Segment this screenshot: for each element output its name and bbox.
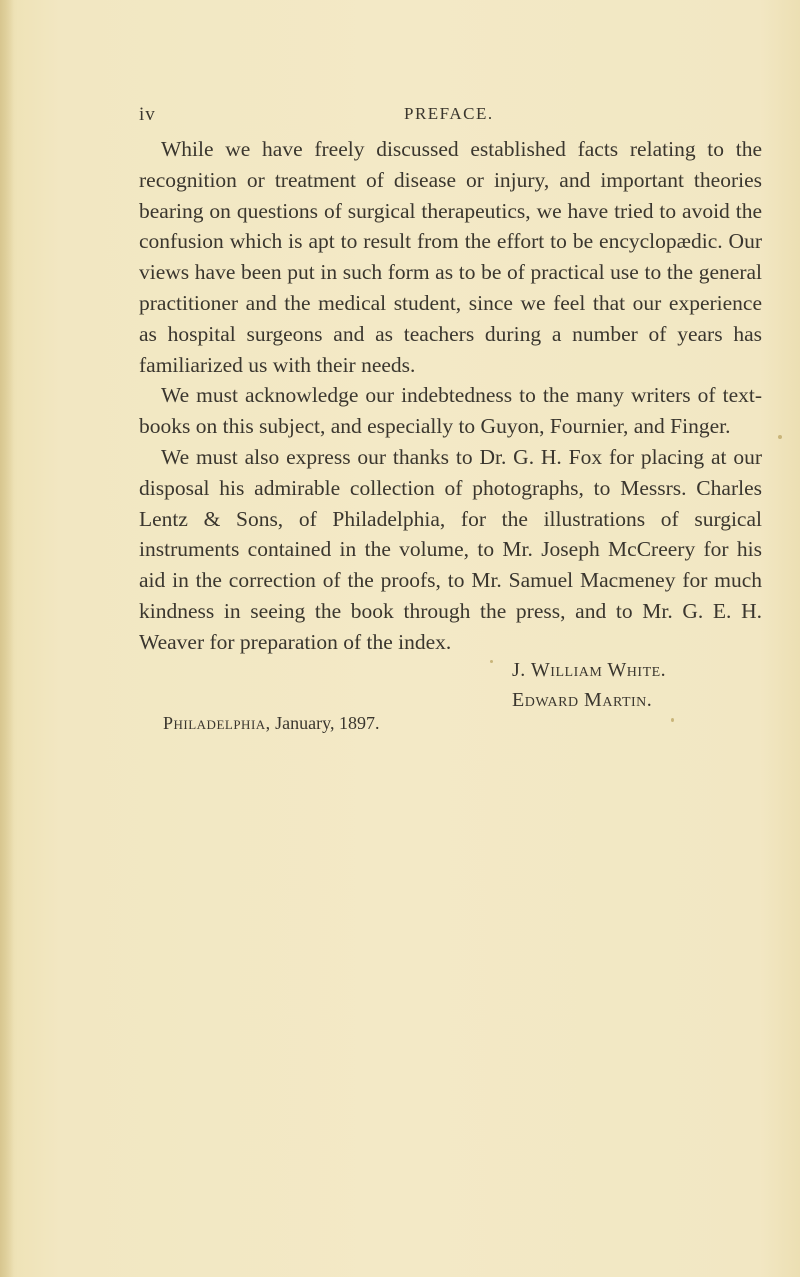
signature-2: Edward Martin.: [512, 689, 653, 711]
paper-speck: [778, 435, 782, 439]
page-edge-shadow: [0, 0, 14, 1277]
paragraph-3: We must also express our thanks to Dr. G. H. Fox for placing at our disposal his admirable collection of photographs, to Messrs. Charles Lentz & Sons, of Philadelphia, for the illustrations of surgical instruments contained in the volume, to Mr. Joseph McCreery for his aid in the correction of the proofs, to Mr. Samuel Macmeney for much kindness in seeing the book through the press, and to Mr. G. E. H. Weaver for preparation of the index.: [139, 444, 762, 654]
dateline-place: Philadelphia,: [163, 713, 271, 733]
signature-block: [512, 655, 666, 715]
paragraph-1: While we have freely discussed established facts relating to the recognition or treatment of disease or injury, and important theories bearing on questions of surgical therapeutics, we have tried to avoid the confusion which is apt to result from the effort to be encyclopædic. Our views have been put in such form as to be of practical use to the general practitioner and the medical student, since we feel that our experience as hospital surgeons and as teachers during a number of years has familiarized us with their needs.: [139, 137, 762, 377]
preface-body: [139, 134, 762, 658]
page-title: PREFACE.: [404, 104, 494, 123]
paper-speck: [671, 718, 674, 722]
running-head: [0, 100, 800, 132]
dateline-date: January, 1897.: [275, 713, 380, 733]
paragraph-2: We must acknowledge our indebtedness to the many writers of text-books on this subject, and especially to Guyon, Fournier, and Finger.: [139, 383, 762, 439]
paper-speck: [490, 660, 493, 663]
page-number: iv: [139, 104, 156, 125]
dateline: [163, 713, 379, 734]
signature-1: J. William White.: [512, 659, 667, 681]
